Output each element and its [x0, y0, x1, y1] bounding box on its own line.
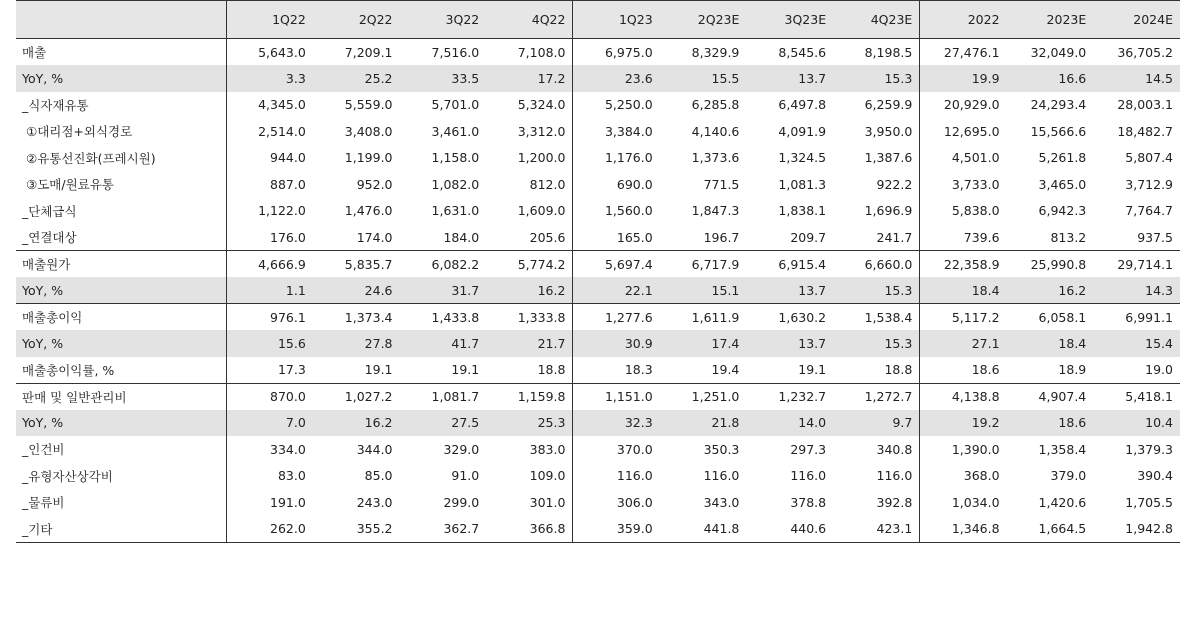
- value-cell: 390.4: [1137, 468, 1173, 484]
- value-cell: 1,560.0: [573, 198, 660, 225]
- value-cell: 297.3: [790, 441, 827, 457]
- header-cell: 2024E: [1093, 1, 1180, 39]
- value-cell: 976.1: [226, 304, 313, 331]
- row-label: ②유통선진화(프레시원): [26, 150, 156, 166]
- row-label: _물류비: [22, 495, 65, 511]
- table-row: [16, 436, 1180, 463]
- value-cell: 1,151.0: [573, 383, 660, 410]
- value-cell: 1,082.0: [431, 176, 480, 192]
- value-cell: 15.3: [833, 65, 920, 92]
- value-cell: 243.0: [356, 494, 393, 510]
- value-cell: 1,251.0: [660, 383, 747, 410]
- table-row: [16, 304, 1180, 331]
- value-cell: 21.7: [486, 330, 573, 357]
- value-cell: 812.0: [529, 176, 566, 192]
- value-cell: 85.0: [364, 468, 393, 484]
- value-cell: 15.3: [833, 277, 920, 304]
- header-cell: 2022: [920, 1, 1007, 39]
- row-label: 매출원가: [16, 251, 226, 278]
- value-cell: 1,433.8: [400, 304, 487, 331]
- value-cell: 301.0: [529, 494, 566, 510]
- value-cell: 30.9: [573, 330, 660, 357]
- value-cell: 1.1: [226, 277, 313, 304]
- value-cell: 7,764.7: [1125, 203, 1173, 219]
- value-cell: 1,081.7: [400, 383, 487, 410]
- value-cell: 28,003.1: [1117, 97, 1173, 113]
- value-cell: 4,091.9: [778, 123, 827, 139]
- value-cell: 378.8: [790, 494, 827, 510]
- value-cell: 355.2: [313, 516, 400, 543]
- value-cell: 1,387.6: [864, 150, 913, 166]
- value-cell: 1,232.7: [746, 383, 833, 410]
- header-cell: 2Q22: [313, 1, 400, 39]
- value-cell: 14.5: [1093, 65, 1180, 92]
- value-cell: 33.5: [400, 65, 487, 92]
- value-cell: 109.0: [529, 468, 566, 484]
- value-cell: 1,838.1: [778, 203, 827, 219]
- row-label: 매출총이익: [16, 304, 226, 331]
- value-cell: 13.7: [746, 330, 833, 357]
- value-cell: 4,140.6: [691, 123, 740, 139]
- value-cell: 116.0: [573, 463, 660, 490]
- value-cell: 1,200.0: [517, 150, 566, 166]
- row-label: ①대리점+외식경로: [26, 124, 133, 140]
- value-cell: 1,272.7: [833, 383, 920, 410]
- value-cell: 937.5: [1137, 229, 1173, 245]
- value-cell: 25.3: [486, 410, 573, 437]
- row-label: _유형자산상각비: [22, 468, 113, 484]
- value-cell: 83.0: [226, 463, 313, 490]
- value-cell: 18.8: [537, 362, 566, 377]
- table-row: [16, 65, 1180, 92]
- value-cell: 6,991.1: [1093, 304, 1180, 331]
- value-cell: 24.6: [313, 277, 400, 304]
- value-cell: 383.0: [529, 441, 566, 457]
- value-cell: 690.0: [573, 171, 660, 198]
- value-cell: 19.4: [711, 362, 740, 377]
- value-cell: 8,545.6: [778, 44, 827, 60]
- header-cell: 3Q22: [400, 1, 487, 39]
- table-row: [16, 410, 1180, 437]
- value-cell: 27.8: [313, 330, 400, 357]
- row-label: _인건비: [22, 442, 65, 458]
- value-cell: 1,333.8: [486, 304, 573, 331]
- value-cell: 5,643.0: [226, 39, 313, 66]
- value-cell: 116.0: [876, 468, 913, 484]
- value-cell: 18.8: [884, 362, 913, 377]
- value-cell: 4,907.4: [1007, 383, 1094, 410]
- value-cell: 771.5: [703, 176, 740, 192]
- value-cell: 1,199.0: [344, 150, 393, 166]
- row-label: YoY, %: [16, 330, 226, 357]
- value-cell: 1,081.3: [778, 176, 827, 192]
- table-row: [16, 357, 1180, 384]
- value-cell: 870.0: [226, 383, 313, 410]
- value-cell: 32,049.0: [1030, 44, 1087, 60]
- value-cell: 23.6: [573, 65, 660, 92]
- value-cell: 176.0: [226, 224, 313, 251]
- value-cell: 5,835.7: [313, 251, 400, 278]
- table-row: [16, 277, 1180, 304]
- value-cell: 20,929.0: [920, 92, 1007, 119]
- table-row: [16, 92, 1180, 119]
- value-cell: 370.0: [573, 436, 660, 463]
- value-cell: 9.7: [833, 410, 920, 437]
- header-cell: 3Q23E: [746, 1, 833, 39]
- value-cell: 5,261.8: [1038, 150, 1087, 166]
- row-label: _식자재유통: [22, 97, 89, 113]
- value-cell: 1,420.6: [1038, 494, 1087, 510]
- value-cell: 340.8: [876, 441, 913, 457]
- value-cell: 14.0: [746, 410, 833, 437]
- value-cell: 3,712.9: [1125, 176, 1173, 192]
- value-cell: 22.1: [573, 277, 660, 304]
- value-cell: 1,705.5: [1125, 494, 1173, 510]
- value-cell: 21.8: [660, 410, 747, 437]
- value-cell: 27.1: [920, 330, 1007, 357]
- value-cell: 18.6: [920, 357, 1007, 384]
- value-cell: 350.3: [703, 441, 740, 457]
- value-cell: 32.3: [573, 410, 660, 437]
- value-cell: 1,379.3: [1125, 441, 1173, 457]
- value-cell: 3,408.0: [344, 123, 393, 139]
- value-cell: 196.7: [703, 229, 740, 245]
- value-cell: 952.0: [356, 176, 393, 192]
- row-label: YoY, %: [16, 65, 226, 92]
- value-cell: 1,358.4: [1038, 441, 1087, 457]
- value-cell: 24,293.4: [1030, 97, 1087, 113]
- value-cell: 1,630.2: [746, 304, 833, 331]
- value-cell: 29,714.1: [1093, 251, 1180, 278]
- value-cell: 4,138.8: [920, 383, 1007, 410]
- value-cell: 6,259.9: [864, 97, 913, 113]
- table-row: [16, 224, 1180, 251]
- value-cell: 36,705.2: [1117, 44, 1173, 60]
- row-label: _기타: [16, 516, 226, 543]
- value-cell: 15.3: [833, 330, 920, 357]
- value-cell: 262.0: [226, 516, 313, 543]
- value-cell: 15.1: [660, 277, 747, 304]
- row-label: _단체급식: [22, 203, 77, 219]
- value-cell: 5,324.0: [517, 97, 566, 113]
- value-cell: 1,942.8: [1093, 516, 1180, 543]
- value-cell: 344.0: [356, 441, 393, 457]
- value-cell: 440.6: [746, 516, 833, 543]
- value-cell: 18,482.7: [1117, 123, 1173, 139]
- value-cell: 5,838.0: [920, 198, 1007, 225]
- value-cell: 19.1: [451, 362, 480, 377]
- value-cell: 91.0: [451, 468, 480, 484]
- value-cell: 7,108.0: [517, 44, 566, 60]
- value-cell: 165.0: [573, 224, 660, 251]
- value-cell: 209.7: [790, 229, 827, 245]
- value-cell: 5,701.0: [431, 97, 480, 113]
- value-cell: 14.3: [1093, 277, 1180, 304]
- table-row: [16, 489, 1180, 516]
- value-cell: 16.2: [486, 277, 573, 304]
- value-cell: 1,373.4: [313, 304, 400, 331]
- value-cell: 18.9: [1058, 362, 1087, 377]
- value-cell: 7.0: [226, 410, 313, 437]
- value-cell: 1,664.5: [1007, 516, 1094, 543]
- value-cell: 18.3: [573, 357, 660, 384]
- value-cell: 2,514.0: [226, 118, 313, 145]
- table-row: [16, 118, 1180, 145]
- row-label: 판매 및 일반관리비: [16, 383, 226, 410]
- value-cell: 6,975.0: [573, 39, 660, 66]
- value-cell: 3.3: [226, 65, 313, 92]
- value-cell: 6,660.0: [833, 251, 920, 278]
- value-cell: 12,695.0: [920, 118, 1007, 145]
- value-cell: 25.2: [313, 65, 400, 92]
- value-cell: 19.1: [364, 362, 393, 377]
- row-label: YoY, %: [16, 277, 226, 304]
- header-cell: 4Q22: [486, 1, 573, 39]
- value-cell: 4,345.0: [226, 92, 313, 119]
- value-cell: 1,324.5: [778, 150, 827, 166]
- value-cell: 813.2: [1050, 229, 1087, 245]
- table-row: [16, 145, 1180, 172]
- value-cell: 31.7: [400, 277, 487, 304]
- value-cell: 1,122.0: [226, 198, 313, 225]
- value-cell: 4,666.9: [226, 251, 313, 278]
- value-cell: 17.3: [226, 357, 313, 384]
- value-cell: 191.0: [226, 489, 313, 516]
- value-cell: 174.0: [356, 229, 393, 245]
- value-cell: 205.6: [529, 229, 566, 245]
- value-cell: 18.4: [920, 277, 1007, 304]
- value-cell: 19.0: [1145, 362, 1173, 377]
- table-row: [16, 171, 1180, 198]
- value-cell: 7,516.0: [431, 44, 480, 60]
- value-cell: 3,733.0: [920, 171, 1007, 198]
- value-cell: 18.6: [1007, 410, 1094, 437]
- value-cell: 241.7: [876, 229, 913, 245]
- value-cell: 1,034.0: [920, 489, 1007, 516]
- value-cell: 184.0: [443, 229, 480, 245]
- value-cell: 5,774.2: [486, 251, 573, 278]
- value-cell: 17.2: [486, 65, 573, 92]
- header-cell: 4Q23E: [833, 1, 920, 39]
- value-cell: 41.7: [400, 330, 487, 357]
- row-label: _연결대상: [22, 230, 77, 245]
- value-cell: 944.0: [226, 145, 313, 172]
- value-cell: 1,390.0: [920, 436, 1007, 463]
- value-cell: 5,418.1: [1093, 383, 1180, 410]
- value-cell: 5,807.4: [1125, 150, 1173, 166]
- value-cell: 6,915.4: [746, 251, 833, 278]
- value-cell: 6,082.2: [400, 251, 487, 278]
- value-cell: 359.0: [573, 516, 660, 543]
- value-cell: 16.2: [1007, 277, 1094, 304]
- value-cell: 7,209.1: [344, 44, 393, 60]
- value-cell: 6,285.8: [691, 97, 740, 113]
- value-cell: 1,538.4: [833, 304, 920, 331]
- value-cell: 8,198.5: [864, 44, 913, 60]
- value-cell: 116.0: [790, 468, 827, 484]
- value-cell: 1,159.8: [486, 383, 573, 410]
- header-cell: 1Q22: [226, 1, 313, 39]
- header-cell: 2023E: [1007, 1, 1094, 39]
- value-cell: 15.4: [1093, 330, 1180, 357]
- value-cell: 1,373.6: [691, 150, 740, 166]
- value-cell: 4,501.0: [920, 145, 1007, 172]
- table-row: [16, 463, 1180, 490]
- value-cell: 10.4: [1093, 410, 1180, 437]
- value-cell: 366.8: [486, 516, 573, 543]
- row-label: 매출총이익률, %: [22, 362, 115, 378]
- value-cell: 15,566.6: [1030, 123, 1087, 139]
- value-cell: 5,250.0: [573, 92, 660, 119]
- value-cell: 329.0: [443, 441, 480, 457]
- value-cell: 22,358.9: [920, 251, 1007, 278]
- table-row: [16, 330, 1180, 357]
- value-cell: 15.5: [660, 65, 747, 92]
- value-cell: 441.8: [660, 516, 747, 543]
- value-cell: 887.0: [226, 171, 313, 198]
- value-cell: 5,117.2: [920, 304, 1007, 331]
- value-cell: 3,312.0: [517, 123, 566, 139]
- value-cell: 299.0: [443, 494, 480, 510]
- header-row: [16, 1, 1180, 39]
- value-cell: 3,461.0: [431, 123, 480, 139]
- table-row: [16, 198, 1180, 225]
- financial-table-container: [16, 0, 1180, 543]
- table-row: [16, 383, 1180, 410]
- value-cell: 922.2: [876, 176, 913, 192]
- value-cell: 1,609.0: [517, 203, 566, 219]
- value-cell: 1,696.9: [864, 203, 913, 219]
- value-cell: 5,697.4: [573, 251, 660, 278]
- value-cell: 6,497.8: [778, 97, 827, 113]
- value-cell: 362.7: [400, 516, 487, 543]
- header-cell: 2Q23E: [660, 1, 747, 39]
- value-cell: 16.6: [1007, 65, 1094, 92]
- value-cell: 1,158.0: [431, 150, 480, 166]
- table-row: [16, 516, 1180, 543]
- value-cell: 1,476.0: [344, 203, 393, 219]
- value-cell: 1,346.8: [920, 516, 1007, 543]
- value-cell: 8,329.9: [691, 44, 740, 60]
- value-cell: 3,465.0: [1038, 176, 1087, 192]
- value-cell: 19.9: [920, 65, 1007, 92]
- value-cell: 6,942.3: [1038, 203, 1087, 219]
- value-cell: 13.7: [746, 277, 833, 304]
- value-cell: 423.1: [833, 516, 920, 543]
- value-cell: 19.2: [920, 410, 1007, 437]
- value-cell: 739.6: [920, 224, 1007, 251]
- value-cell: 1,176.0: [573, 145, 660, 172]
- row-label: ③도매/원료유통: [26, 177, 114, 193]
- row-label: YoY, %: [16, 410, 226, 437]
- value-cell: 3,950.0: [864, 123, 913, 139]
- table-row: [16, 251, 1180, 278]
- value-cell: 16.2: [313, 410, 400, 437]
- value-cell: 18.4: [1007, 330, 1094, 357]
- value-cell: 1,611.9: [660, 304, 747, 331]
- header-label-cell: [16, 1, 226, 39]
- value-cell: 5,559.0: [344, 97, 393, 113]
- value-cell: 1,277.6: [573, 304, 660, 331]
- table-body: [16, 39, 1180, 543]
- value-cell: 334.0: [226, 436, 313, 463]
- table-row: [16, 39, 1180, 66]
- value-cell: 343.0: [703, 494, 740, 510]
- value-cell: 116.0: [703, 468, 740, 484]
- value-cell: 27.5: [400, 410, 487, 437]
- value-cell: 13.7: [746, 65, 833, 92]
- financial-table: [16, 0, 1180, 543]
- value-cell: 6,717.9: [660, 251, 747, 278]
- value-cell: 17.4: [660, 330, 747, 357]
- value-cell: 392.8: [876, 494, 913, 510]
- value-cell: 6,058.1: [1007, 304, 1094, 331]
- value-cell: 1,027.2: [313, 383, 400, 410]
- value-cell: 27,476.1: [920, 39, 1007, 66]
- value-cell: 19.1: [798, 362, 827, 377]
- value-cell: 306.0: [573, 489, 660, 516]
- row-label: 매출: [22, 45, 47, 60]
- value-cell: 15.6: [226, 330, 313, 357]
- value-cell: 1,847.3: [691, 203, 740, 219]
- value-cell: 379.0: [1050, 468, 1087, 484]
- value-cell: 25,990.8: [1007, 251, 1094, 278]
- value-cell: 368.0: [920, 463, 1007, 490]
- value-cell: 3,384.0: [573, 118, 660, 145]
- header-cell: 1Q23: [573, 1, 660, 39]
- value-cell: 1,631.0: [431, 203, 480, 219]
